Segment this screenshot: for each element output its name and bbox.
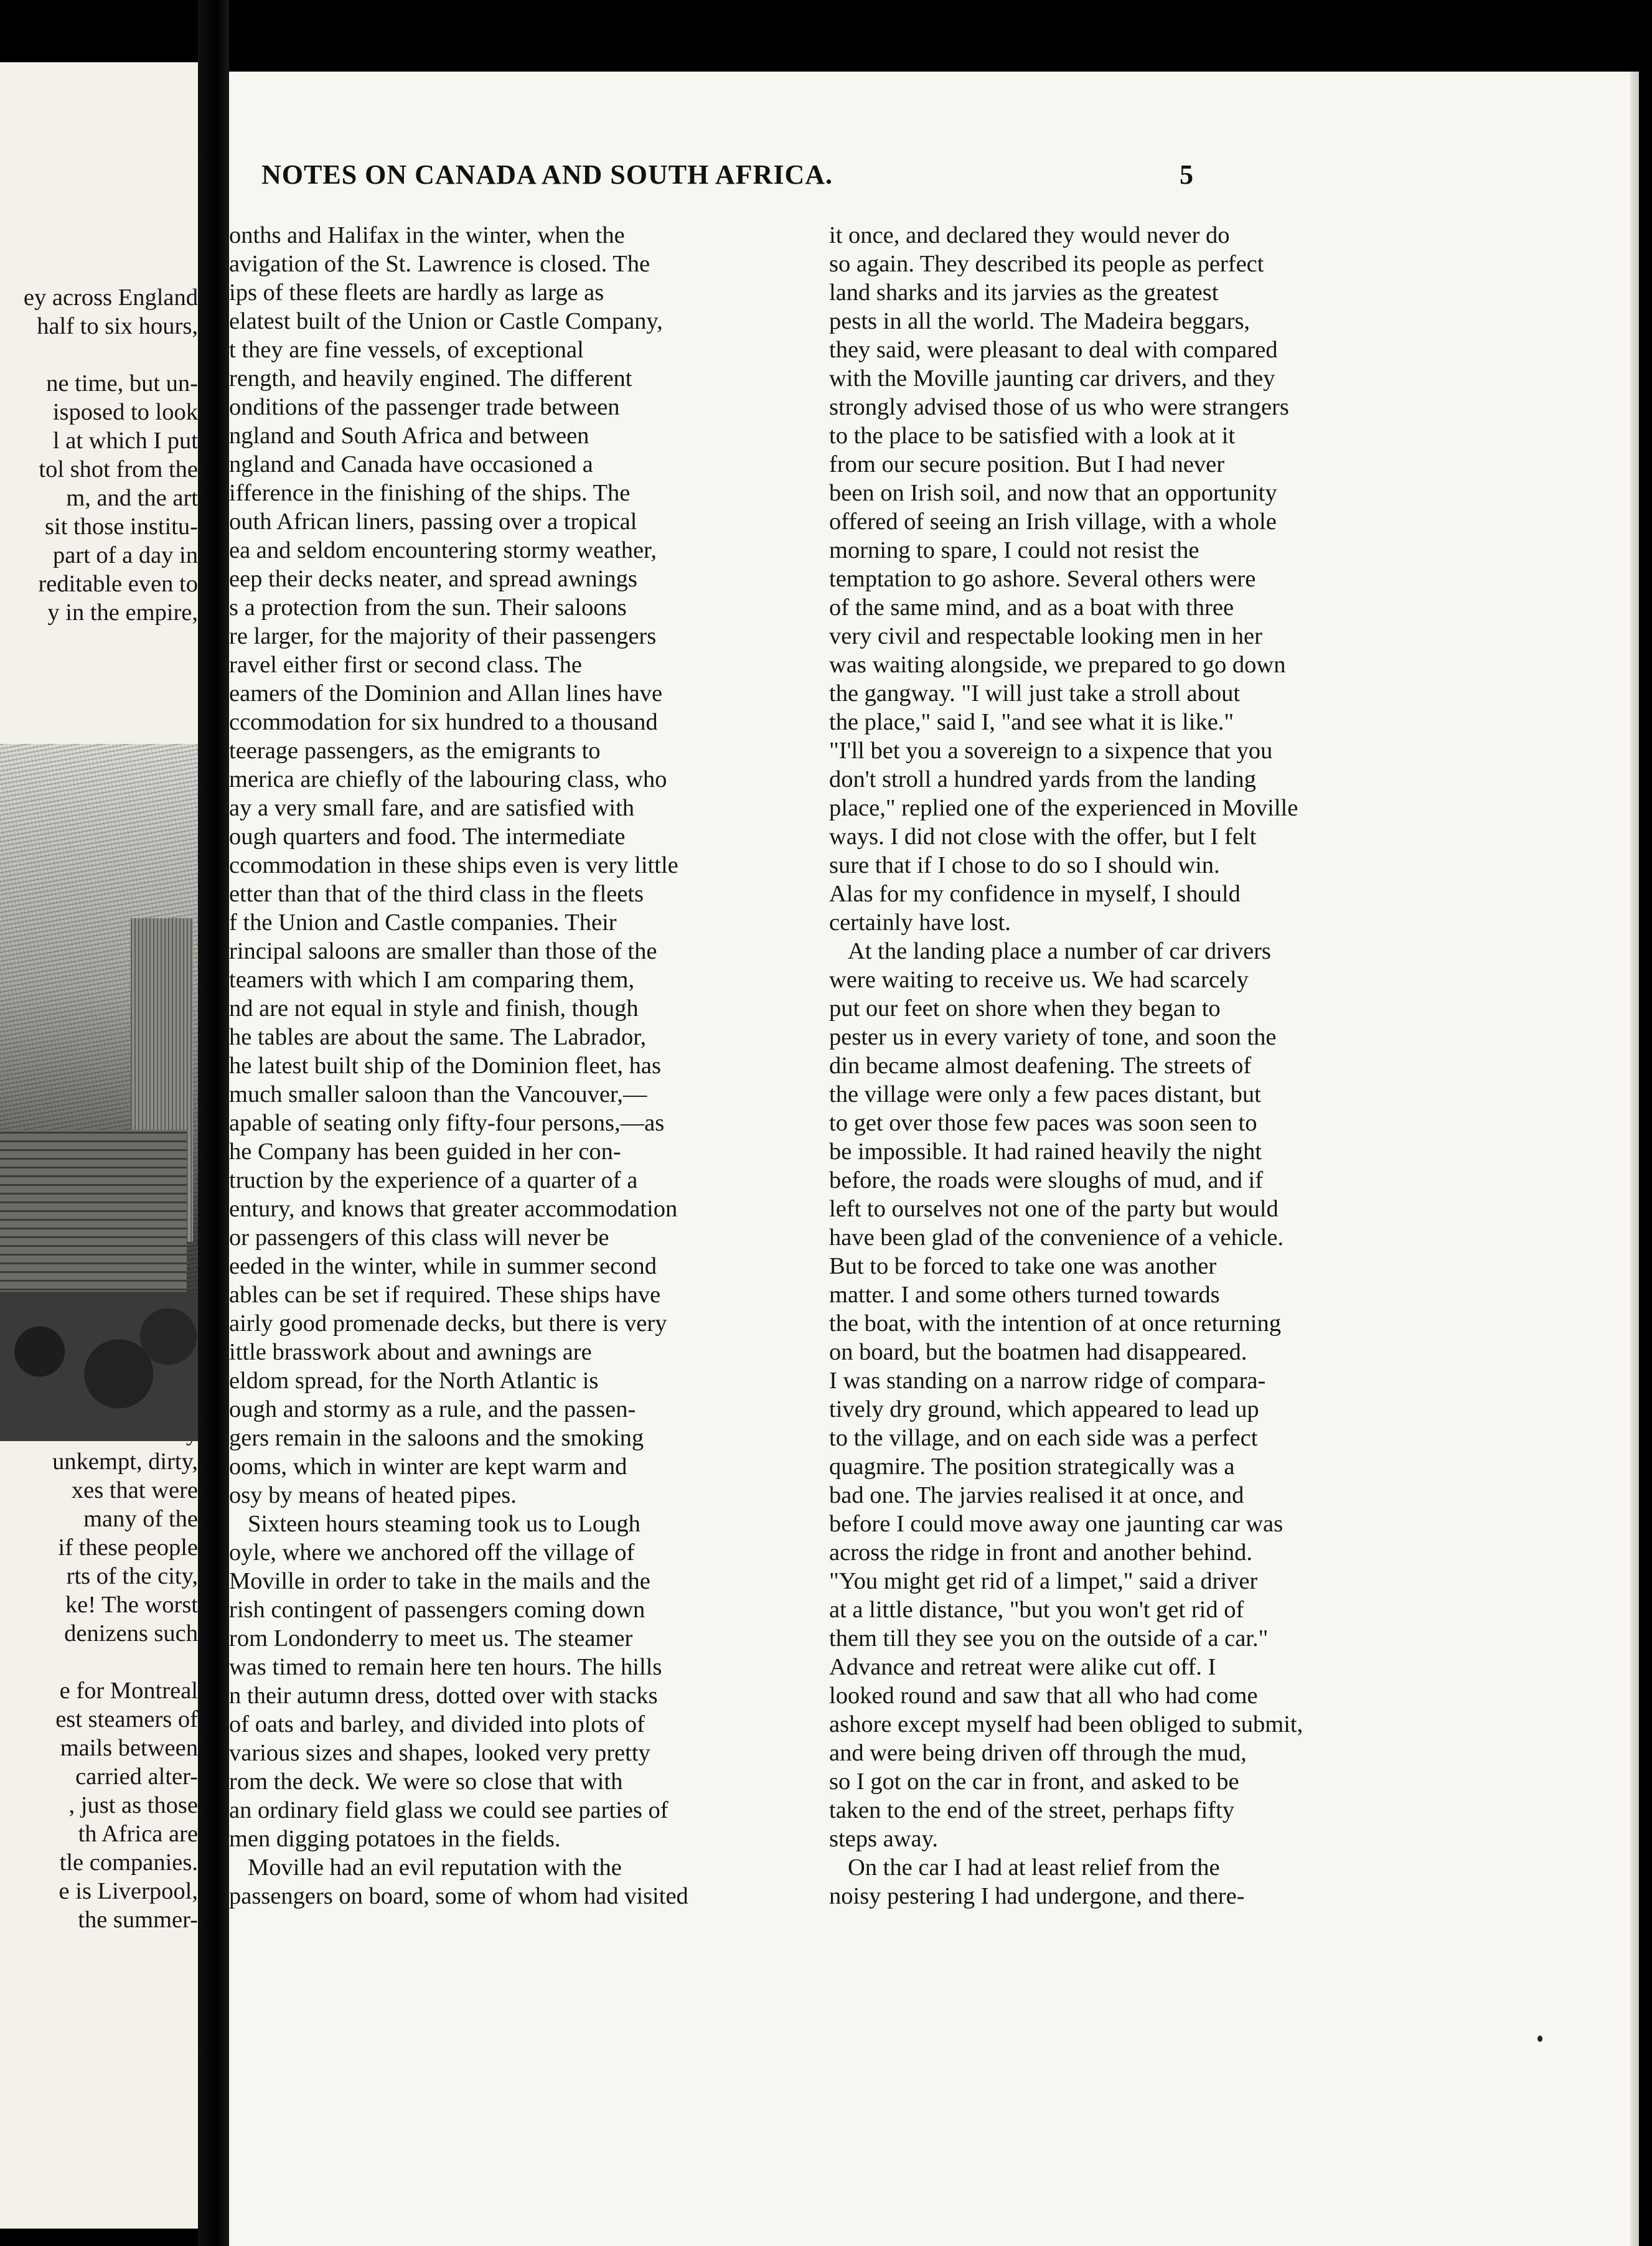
text-line: so I got on the car in front, and asked to be <box>829 1769 1239 1795</box>
text-line: an ordinary field glass we could see parties of <box>229 1797 669 1823</box>
text-line: est steamers of <box>55 1706 198 1732</box>
text-line: before, the roads were sloughs of mud, and if <box>829 1167 1264 1193</box>
text-line: ittle brasswork about and awnings are <box>229 1339 592 1365</box>
text-line: e is Liverpool, <box>59 1878 198 1904</box>
text-line: onths and Halifax in the winter, when the <box>229 222 625 248</box>
ink-speck <box>1537 2036 1542 2042</box>
text-line <box>0 1648 198 1676</box>
text-line: carried alter- <box>75 1764 198 1790</box>
text-line: various sizes and shapes, looked very pretty <box>229 1740 650 1766</box>
text-line: m, and the art <box>66 485 198 511</box>
text-line: passengers on board, some of whom had visited <box>229 1883 688 1909</box>
text-line: re larger, for the majority of their passengers <box>229 623 657 649</box>
text-line: merica are chiefly of the labouring class, who <box>229 766 667 792</box>
text-line: sit those institu- <box>45 514 198 540</box>
text-line: airly good promenade decks, but there is very <box>229 1310 667 1337</box>
text-line: the village were only a few paces distant, but <box>829 1081 1261 1107</box>
text-line: ccommodation for six hundred to a thousand <box>229 709 658 735</box>
text-line: tively dry ground, which appeared to lead up <box>829 1396 1259 1422</box>
text-line: Moville in order to take in the mails and the <box>229 1568 650 1594</box>
text-line: at a little distance, "but you won't get rid of <box>829 1597 1244 1623</box>
text-line: part of a day in <box>52 542 198 568</box>
text-line: he latest built ship of the Dominion fleet, has <box>229 1053 661 1079</box>
text-line: eldom spread, for the North Atlantic is <box>229 1368 599 1394</box>
text-line: been on Irish soil, and now that an opportunity <box>829 480 1277 506</box>
text-line: th Africa are <box>78 1821 198 1847</box>
text-line: ne time, but un- <box>46 370 198 397</box>
text-line: xes that were <box>71 1477 198 1503</box>
text-line: etter than that of the third class in the fleets <box>229 881 644 907</box>
text-line: denizens such <box>64 1620 198 1647</box>
text-line: eamers of the Dominion and Allan lines have <box>229 680 663 707</box>
text-line: Alas for my confidence in myself, I should <box>829 881 1241 907</box>
text-line: of the same mind, and as a boat with three <box>829 594 1234 621</box>
text-line: osy by means of heated pipes. <box>229 1482 517 1508</box>
text-line: pester us in every variety of tone, and soon the <box>829 1024 1277 1050</box>
text-line: were waiting to receive us. We had scarcely <box>829 967 1249 993</box>
text-line: ough quarters and food. The intermediate <box>229 824 626 850</box>
text-line: avigation of the St. Lawrence is closed. The <box>229 251 650 277</box>
text-line: quagmire. The position strategically was a <box>829 1454 1235 1480</box>
text-line: ccommodation in these ships even is very little <box>229 852 678 878</box>
column-middle <box>229 221 808 1910</box>
text-line: the gangway. "I will just take a stroll about <box>829 680 1241 707</box>
text-line: men digging potatoes in the fields. <box>229 1826 561 1852</box>
text-line: din became almost deafening. The streets of <box>829 1053 1252 1079</box>
text-line: land sharks and its jarvies as the greatest <box>829 280 1219 306</box>
text-line: half to six hours, <box>37 313 198 339</box>
text-line: much smaller saloon than the Vancouver,— <box>229 1081 647 1107</box>
text-line: rom Londonderry to meet us. The steamer <box>229 1625 633 1652</box>
text-line: was waiting alongside, we prepared to go down <box>829 652 1286 678</box>
text-line: ngland and Canada have occasioned a <box>229 451 593 477</box>
text-line: mails between <box>60 1735 198 1761</box>
text-line: outh African liners, passing over a tropical <box>229 509 637 535</box>
text-line: many of the <box>83 1506 198 1532</box>
text-line: onditions of the passenger trade between <box>229 394 620 420</box>
text-line: and were being driven off through the mud, <box>829 1740 1247 1766</box>
text-line: elatest built of the Union or Castle Company, <box>229 308 663 334</box>
text-line: so again. They described its people as perfect <box>829 251 1264 277</box>
engraving-illustration <box>0 744 198 1441</box>
text-line: bad one. The jarvies realised it at once, and <box>829 1482 1244 1508</box>
text-line: ways. I did not close with the offer, but I felt <box>829 824 1257 850</box>
text-line: certainly have lost. <box>829 909 1011 936</box>
text-line: if these people <box>58 1534 198 1561</box>
engraving-trees <box>0 1292 198 1441</box>
text-line: it once, and declared they would never do <box>829 222 1230 248</box>
text-line: offered of seeing an Irish village, with a whole <box>829 509 1277 535</box>
text-line: "I'll bet you a sovereign to a sixpence that you <box>829 738 1273 764</box>
text-line: steps away. <box>829 1826 938 1852</box>
text-line: to get over those few paces was soon seen to <box>829 1110 1257 1136</box>
text-line: truction by the experience of a quarter of a <box>229 1167 638 1193</box>
text-line: temptation to go ashore. Several others were <box>829 566 1256 592</box>
text-line: before I could move away one jaunting car was <box>829 1511 1284 1537</box>
text-line: Moville had an evil reputation with the <box>248 1854 622 1881</box>
book-gutter <box>198 0 229 2246</box>
text-line: on board, but the boatmen had disappeared. <box>829 1339 1247 1365</box>
text-line: put our feet on shore when they began to <box>829 995 1221 1022</box>
text-line: unkempt, dirty, <box>52 1449 198 1475</box>
text-line: "You might get rid of a limpet," said a driver <box>829 1568 1258 1594</box>
running-head: NOTES ON CANADA AND SOUTH AFRICA. <box>261 159 833 190</box>
text-line: of oats and barley, and divided into plots of <box>229 1711 645 1737</box>
text-line: tle companies. <box>59 1849 198 1876</box>
text-line: across the ridge in front and another behind. <box>829 1539 1252 1566</box>
text-line: ooms, which in winter are kept warm and <box>229 1454 627 1480</box>
text-line: he tables are about the same. The Labrador, <box>229 1024 647 1050</box>
column-right <box>829 221 1418 1910</box>
text-line: eep their decks neater, and spread awnings <box>229 566 637 592</box>
text-line: pests in all the world. The Madeira beggars, <box>829 308 1251 334</box>
text-line: be impossible. It had rained heavily the night <box>829 1139 1262 1165</box>
text-line: rish contingent of passengers coming down <box>229 1597 645 1623</box>
text-line: At the landing place a number of car drivers <box>848 938 1271 964</box>
text-line: the place," said I, "and see what it is like." <box>829 709 1234 735</box>
text-line: apable of seating only fifty-four persons,—as <box>229 1110 665 1136</box>
text-line: taken to the end of the street, perhaps fifty <box>829 1797 1235 1823</box>
text-line: ables can be set if required. These ships have <box>229 1282 661 1308</box>
text-line: , just as those <box>68 1792 198 1818</box>
text-line: he Company has been guided in her con- <box>229 1139 621 1165</box>
text-line: Sixteen hours steaming took us to Lough <box>248 1511 641 1537</box>
text-line: isposed to look <box>52 399 198 425</box>
text-line: the summer- <box>78 1907 198 1933</box>
text-line: they said, were pleasant to deal with compared <box>829 337 1278 363</box>
text-line: to the village, and on each side was a perfect <box>829 1425 1258 1451</box>
text-line: Advance and retreat were alike cut off. I <box>829 1654 1216 1680</box>
text-line: strongly advised those of us who were strangers <box>829 394 1289 420</box>
left-page <box>0 62 198 2229</box>
text-line: e for Montreal <box>59 1678 198 1704</box>
text-line: entury, and knows that greater accommodation <box>229 1196 678 1222</box>
text-line: l at which I put <box>52 428 198 454</box>
text-line: sure that if I chose to do so I should win. <box>829 852 1220 878</box>
text-line: n their autumn dress, dotted over with stacks <box>229 1683 658 1709</box>
text-line: ashore except myself had been obliged to submit, <box>829 1711 1303 1737</box>
text-line: rength, and heavily engined. The different <box>229 365 632 392</box>
text-line: rts of the city, <box>66 1563 198 1589</box>
text-line: tol shot from the <box>39 456 198 482</box>
text-line <box>0 341 198 369</box>
text-line: On the car I had at least relief from the <box>848 1854 1220 1881</box>
text-line: t they are fine vessels, of exceptional <box>229 337 584 363</box>
text-line: from our secure position. But I had never <box>829 451 1225 477</box>
text-line: gers remain in the saloons and the smoking <box>229 1425 644 1451</box>
page-number: 5 <box>1180 159 1193 190</box>
text-line: ke! The worst <box>65 1592 198 1618</box>
text-line: nd are not equal in style and finish, though <box>229 995 639 1022</box>
text-line: looked round and saw that all who had come <box>829 1683 1258 1709</box>
text-line: teamers with which I am comparing them, <box>229 967 635 993</box>
text-line: have been glad of the convenience of a vehicle. <box>829 1224 1284 1251</box>
text-line: I was standing on a narrow ridge of compara- <box>829 1368 1266 1394</box>
text-line: left to ourselves not one of the party but would <box>829 1196 1279 1222</box>
text-line: But to be forced to take one was another <box>829 1253 1217 1279</box>
text-line: rincipal saloons are smaller than those of the <box>229 938 657 964</box>
text-line: the boat, with the intention of at once returning <box>829 1310 1281 1337</box>
text-line: or passengers of this class will never be <box>229 1224 609 1251</box>
text-line: don't stroll a hundred yards from the landing <box>829 766 1256 792</box>
text-line: ips of these fleets are hardly as large as <box>229 280 604 306</box>
text-line: ey across England <box>23 284 198 311</box>
engraving-building <box>0 1130 187 1317</box>
text-line: them till they see you on the outside of a car." <box>829 1625 1269 1652</box>
text-line: matter. I and some others turned towards <box>829 1282 1220 1308</box>
text-line: s a protection from the sun. Their saloons <box>229 594 627 621</box>
text-line: oyle, where we anchored off the village of <box>229 1539 635 1566</box>
text-line: ravel either first or second class. The <box>229 652 582 678</box>
text-line: place," replied one of the experienced in Moville <box>829 795 1298 821</box>
text-line: with the Moville jaunting car drivers, and they <box>829 365 1275 392</box>
text-line: noisy pestering I had undergone, and there- <box>829 1883 1245 1909</box>
text-line: ay a very small fare, and are satisfied with <box>229 795 635 821</box>
text-line: y in the empire, <box>47 599 198 626</box>
text-line: ngland and South Africa and between <box>229 423 589 449</box>
text-line: morning to spare, I could not resist the <box>829 537 1199 563</box>
text-line: to the place to be satisfied with a look at it <box>829 423 1236 449</box>
text-line: reditable even to <box>38 571 198 597</box>
text-line: ifference in the finishing of the ships. The <box>229 480 631 506</box>
text-line: very civil and respectable looking men in her <box>829 623 1262 649</box>
text-line: f the Union and Castle companies. Their <box>229 909 617 936</box>
text-line: teerage passengers, as the emigrants to <box>229 738 601 764</box>
text-line: was timed to remain here ten hours. The hills <box>229 1654 662 1680</box>
text-line: ea and seldom encountering stormy weather, <box>229 537 657 563</box>
text-line: eeded in the winter, while in summer second <box>229 1253 657 1279</box>
text-line: rom the deck. We were so close that with <box>229 1769 623 1795</box>
text-line: ough and stormy as a rule, and the passen- <box>229 1396 636 1422</box>
page-edge <box>1630 72 1639 2246</box>
